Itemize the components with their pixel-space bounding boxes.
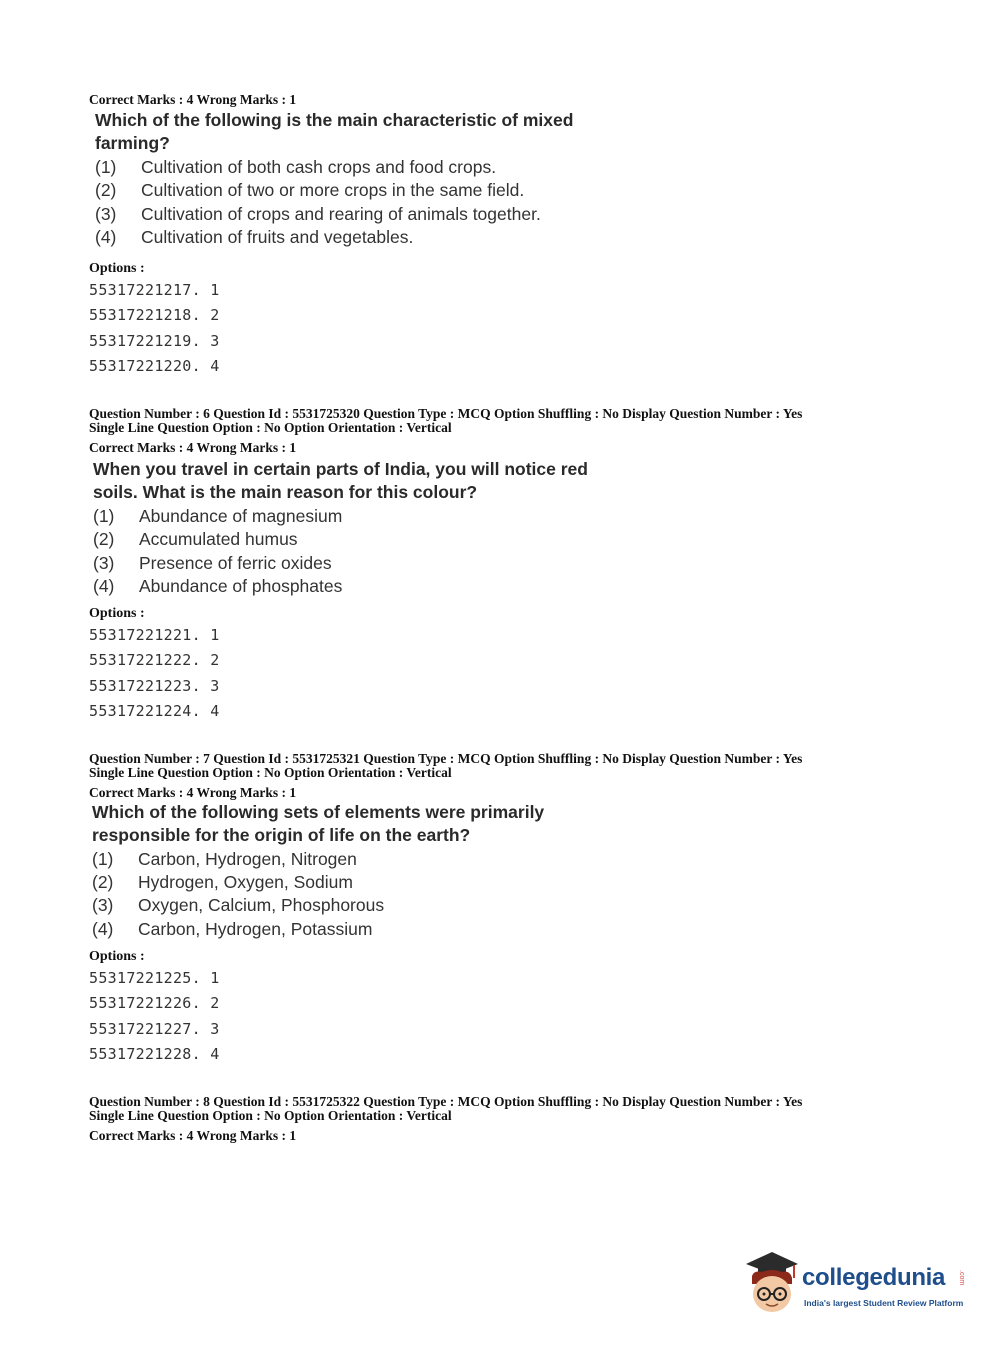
q7-marks: Correct Marks : 4 Wrong Marks : 1 xyxy=(89,785,297,800)
q6-header-line2: Single Line Question Option : No Option Orientation : Vertical xyxy=(89,420,452,435)
choice-text: Cultivation of two or more crops in the same field. xyxy=(141,180,525,200)
choice-number: (2) xyxy=(95,180,117,200)
q6-option-3: 55317221223. 3 xyxy=(89,677,220,695)
choice-text: Abundance of phosphates xyxy=(139,576,343,596)
q5-question-line1: Which of the following is the main characteristic of mixed xyxy=(95,110,574,130)
logo-tagline: India's largest Student Review Platform xyxy=(804,1298,964,1308)
logo-wordmark: collegedunia xyxy=(802,1264,946,1291)
q6-question-line1: When you travel in certain parts of India, you will notice red xyxy=(93,459,588,479)
q6-option-4: 55317221224. 4 xyxy=(89,702,220,720)
q5-option-4: 55317221220. 4 xyxy=(89,357,220,375)
choice-number: (4) xyxy=(95,227,117,247)
q8-header-line1: Question Number : 8 Question Id : 5531725322 Question Type : MCQ Option Shuffling : No Display Question Number : Yes xyxy=(89,1094,803,1109)
choice-text: Accumulated humus xyxy=(139,529,298,549)
q7-option-1: 55317221225. 1 xyxy=(89,969,220,987)
q5-option-1: 55317221217. 1 xyxy=(89,281,220,299)
q8-header-line2: Single Line Question Option : No Option Orientation : Vertical xyxy=(89,1108,452,1123)
collegedunia-logo xyxy=(742,1250,972,1320)
choice-text: Oxygen, Calcium, Phosphorous xyxy=(138,895,385,915)
q5-options-label: Options : xyxy=(89,261,145,276)
q6-option-1: 55317221221. 1 xyxy=(89,626,220,644)
choice-number: (1) xyxy=(93,506,115,526)
q7-option-4: 55317221228. 4 xyxy=(89,1045,220,1063)
q5-option-2: 55317221218. 2 xyxy=(89,306,220,324)
choice-text: Abundance of magnesium xyxy=(139,506,343,526)
q7-header-line1: Question Number : 7 Question Id : 5531725321 Question Type : MCQ Option Shuffling : No Display Question Number : Yes xyxy=(89,751,803,766)
choice-number: (4) xyxy=(92,919,114,939)
choice-number: (4) xyxy=(93,576,115,596)
q7-question-line1: Which of the following sets of elements were primarily xyxy=(92,802,545,822)
q5-question-line2: farming? xyxy=(95,133,170,153)
q6-marks: Correct Marks : 4 Wrong Marks : 1 xyxy=(89,440,297,455)
choice-text: Cultivation of fruits and vegetables. xyxy=(141,227,414,247)
q6-header-line1: Question Number : 6 Question Id : 5531725320 Question Type : MCQ Option Shuffling : No Display Question Number : Yes xyxy=(89,406,803,421)
choice-text: Presence of ferric oxides xyxy=(139,553,332,573)
q7-options-label: Options : xyxy=(89,949,145,964)
choice-text: Cultivation of both cash crops and food crops. xyxy=(141,157,497,177)
q5-option-3: 55317221219. 3 xyxy=(89,332,220,350)
q8-marks: Correct Marks : 4 Wrong Marks : 1 xyxy=(89,1128,297,1143)
choice-number: (1) xyxy=(92,849,114,869)
q6-question-line2: soils. What is the main reason for this colour? xyxy=(93,482,478,502)
q6-options-label: Options : xyxy=(89,606,145,621)
choice-text: Carbon, Hydrogen, Nitrogen xyxy=(138,849,357,869)
choice-number: (2) xyxy=(93,529,115,549)
q7-option-2: 55317221226. 2 xyxy=(89,994,220,1012)
q7-option-3: 55317221227. 3 xyxy=(89,1020,220,1038)
logo-com-suffix: .com xyxy=(958,1270,965,1286)
choice-number: (2) xyxy=(92,872,114,892)
mascot-icon xyxy=(742,1250,802,1320)
q6-option-2: 55317221222. 2 xyxy=(89,651,220,669)
choice-number: (1) xyxy=(95,157,117,177)
choice-text: Cultivation of crops and rearing of animals together. xyxy=(141,204,541,224)
q7-header-line2: Single Line Question Option : No Option Orientation : Vertical xyxy=(89,765,452,780)
choice-text: Carbon, Hydrogen, Potassium xyxy=(138,919,373,939)
choice-number: (3) xyxy=(93,553,115,573)
q7-question-line2: responsible for the origin of life on the earth? xyxy=(92,825,471,845)
q5-marks: Correct Marks : 4 Wrong Marks : 1 xyxy=(89,92,297,107)
choice-number: (3) xyxy=(95,204,117,224)
choice-text: Hydrogen, Oxygen, Sodium xyxy=(138,872,353,892)
choice-number: (3) xyxy=(92,895,114,915)
